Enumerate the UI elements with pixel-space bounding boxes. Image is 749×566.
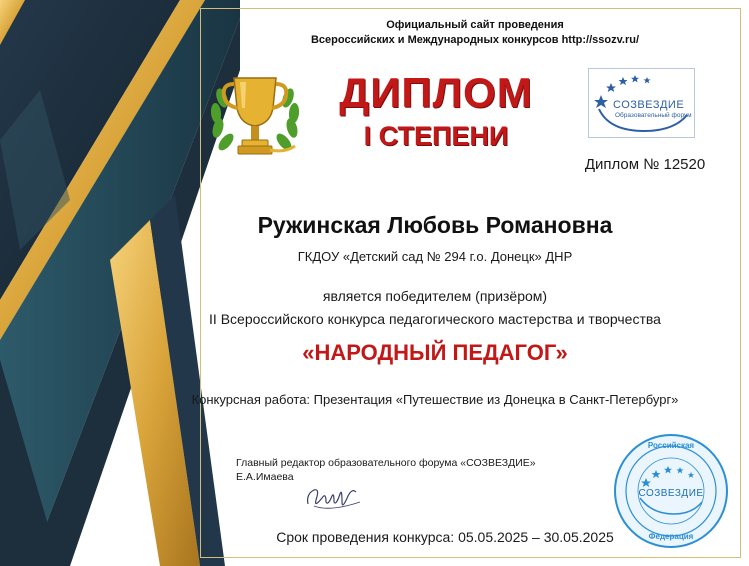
sozvezdie-logo bbox=[588, 68, 695, 138]
header-line-2: Всероссийских и Международных конкурсов http://ssozv.ru/ bbox=[310, 34, 639, 46]
diploma-title: ДИПЛОМ bbox=[339, 69, 533, 116]
trophy-icon bbox=[200, 58, 310, 168]
contest-name: II Всероссийского конкурса педагогического мастерства и творчества bbox=[209, 311, 661, 327]
recipient-organization: ГКДОУ «Детский сад № 294 г.о. Донецк» ДНР bbox=[297, 249, 573, 264]
stamp-center-text: СОЗВЕЗДИЕ bbox=[638, 488, 704, 499]
logo-subtitle: Образовательный форум bbox=[615, 112, 692, 119]
diploma-number: Диплом № 12520 bbox=[584, 156, 706, 173]
award-status: является победителем (призёром) bbox=[322, 288, 548, 304]
stamp-bottom-text: Федерация bbox=[648, 532, 694, 541]
stamp-top-text: Российская bbox=[647, 441, 695, 450]
contest-work: Конкурсная работа: Презентация «Путешествие из Донецка в Санкт-Петербург» bbox=[191, 392, 679, 407]
editor-title: Главный редактор образовательного форума «СОЗВЕЗДИЕ» bbox=[236, 457, 536, 469]
header-line-1: Официальный сайт проведения bbox=[386, 19, 564, 31]
diploma-degree: I СТЕПЕНИ bbox=[363, 121, 509, 151]
nomination-title: «НАРОДНЫЙ ПЕДАГОГ» bbox=[302, 340, 568, 365]
contest-period: Срок проведения конкурса: 05.05.2025 – 30.05.2025 bbox=[276, 529, 614, 545]
recipient-name: Ружинская Любовь Романовна bbox=[257, 212, 613, 238]
logo-name: СОЗВЕЗДИЕ bbox=[613, 99, 685, 111]
editor-block bbox=[236, 456, 576, 484]
site-header bbox=[300, 18, 650, 48]
editor-name: Е.А.Имаева bbox=[236, 471, 294, 483]
signature-image bbox=[300, 476, 370, 516]
